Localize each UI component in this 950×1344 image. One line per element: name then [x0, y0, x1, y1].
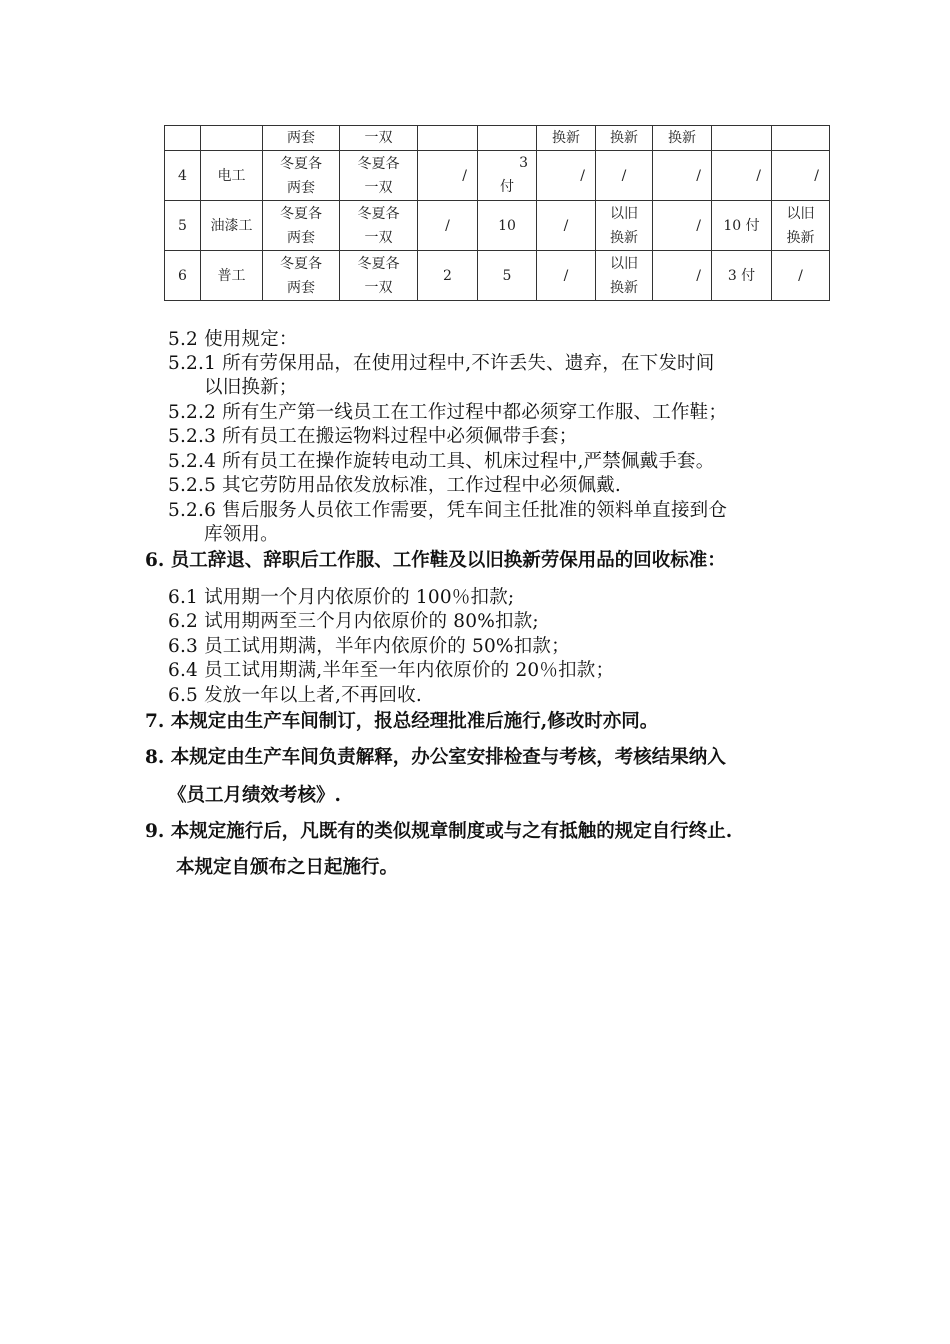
table-cell: / — [712, 151, 772, 201]
rule-5-2-5: 5.2.5 其它劳防用品依发放标准，工作过程中必须佩戴. — [168, 475, 621, 496]
table-cell-part: 付 — [500, 178, 514, 195]
table-cell: 两套 — [263, 126, 340, 151]
rule-5-2-6-cont: 库领用。 — [204, 524, 279, 545]
table-cell — [478, 126, 537, 151]
table-cell: 10 — [478, 201, 537, 251]
table-cell — [165, 126, 201, 151]
table-cell: 油漆工 — [201, 201, 263, 251]
table-cell: / — [418, 151, 478, 201]
table-cell — [418, 126, 478, 151]
table-cell: 冬夏各 一双 — [340, 201, 418, 251]
table-row — [165, 251, 830, 301]
table-row — [165, 151, 830, 201]
table-cell: 电工 — [201, 151, 263, 201]
table-cell: / — [772, 151, 830, 201]
table-cell — [201, 126, 263, 151]
section-6-heading: 6. 员工辞退、辞职后工作服、工作鞋及以旧换新劳保用品的回收标准： — [145, 550, 726, 571]
table-cell: 普工 — [201, 251, 263, 301]
rule-5-2-2: 5.2.2 所有生产第一线员工在工作过程中都必须穿工作服、工作鞋； — [168, 402, 728, 423]
table-cell: 冬夏各 一双 — [340, 251, 418, 301]
table-cell: 换新 — [653, 126, 712, 151]
rule-5-2-6: 5.2.6 售后服务人员依工作需要，凭车间主任批准的领料单直接到仓 — [168, 500, 728, 521]
table-row — [165, 201, 830, 251]
rule-5-2-1: 5.2.1 所有劳保用品，在使用过程中,不许丢失、遗弃，在下发时间 — [168, 353, 715, 374]
table-cell: 6 — [165, 251, 201, 301]
table-cell — [712, 126, 772, 151]
table-cell: / — [653, 201, 712, 251]
rule-5-2-3: 5.2.3 所有员工在搬运物料过程中必须佩带手套； — [168, 426, 578, 447]
table-cell: 2 — [418, 251, 478, 301]
table-cell: / — [772, 251, 830, 301]
table-cell: 换新 — [596, 126, 653, 151]
table-cell: 3 付 — [712, 251, 772, 301]
table-cell: 一双 — [340, 126, 418, 151]
rule-6-1: 6.1 试用期一个月内依原价的 100％扣款; — [168, 587, 515, 608]
table-cell: / — [537, 151, 596, 201]
rule-6-2: 6.2 试用期两至三个月内依原价的 80%扣款; — [168, 611, 539, 632]
table-cell: / — [537, 251, 596, 301]
section-9-cont: 本规定自颁布之日起施行。 — [176, 857, 399, 878]
table-cell: / — [418, 201, 478, 251]
table-cell: 以旧 换新 — [596, 201, 653, 251]
table-cell: / — [653, 151, 712, 201]
rule-5-2-1-cont: 以旧换新； — [204, 377, 298, 398]
table-cell: 5 — [165, 201, 201, 251]
section-7: 7. 本规定由生产车间制订，报总经理批准后施行,修改时亦同。 — [145, 711, 659, 732]
rule-6-4: 6.4 员工试用期满,半年至一年内依原价的 20％扣款； — [168, 660, 615, 681]
table-cell: 以旧 换新 — [772, 201, 830, 251]
table-cell: 换新 — [537, 126, 596, 151]
table-cell — [478, 151, 537, 201]
rule-6-5: 6.5 发放一年以上者,不再回收. — [168, 685, 422, 706]
table-cell: 10 付 — [712, 201, 772, 251]
table-cell: 4 — [165, 151, 201, 201]
section-8: 8. 本规定由生产车间负责解释，办公室安排检查与考核，考核结果纳入 — [145, 747, 726, 768]
table-cell: 5 — [478, 251, 537, 301]
table-cell-part: 3 — [519, 154, 528, 171]
table-cell: 冬夏各 一双 — [340, 151, 418, 201]
table-cell: 冬夏各 两套 — [263, 251, 340, 301]
table-cell: / — [537, 201, 596, 251]
table-cell: 以旧 换新 — [596, 251, 653, 301]
section-5-2-heading: 5.2 使用规定： — [168, 329, 298, 350]
section-9: 9. 本规定施行后，凡既有的类似规章制度或与之有抵触的规定自行终止. — [145, 821, 733, 842]
table-cell: / — [653, 251, 712, 301]
ppe-issue-table — [164, 125, 830, 301]
table-cell: / — [596, 151, 653, 201]
section-8-cont: 《员工月绩效考核》. — [168, 785, 341, 806]
table-cell — [772, 126, 830, 151]
rule-6-3: 6.3 员工试用期满，半年内依原价的 50%扣款； — [168, 636, 570, 657]
table-cell: 冬夏各 两套 — [263, 201, 340, 251]
table-row — [165, 126, 830, 151]
table-cell: 冬夏各 两套 — [263, 151, 340, 201]
rule-5-2-4: 5.2.4 所有员工在操作旋转电动工具、机床过程中,严禁佩戴手套。 — [168, 451, 715, 472]
